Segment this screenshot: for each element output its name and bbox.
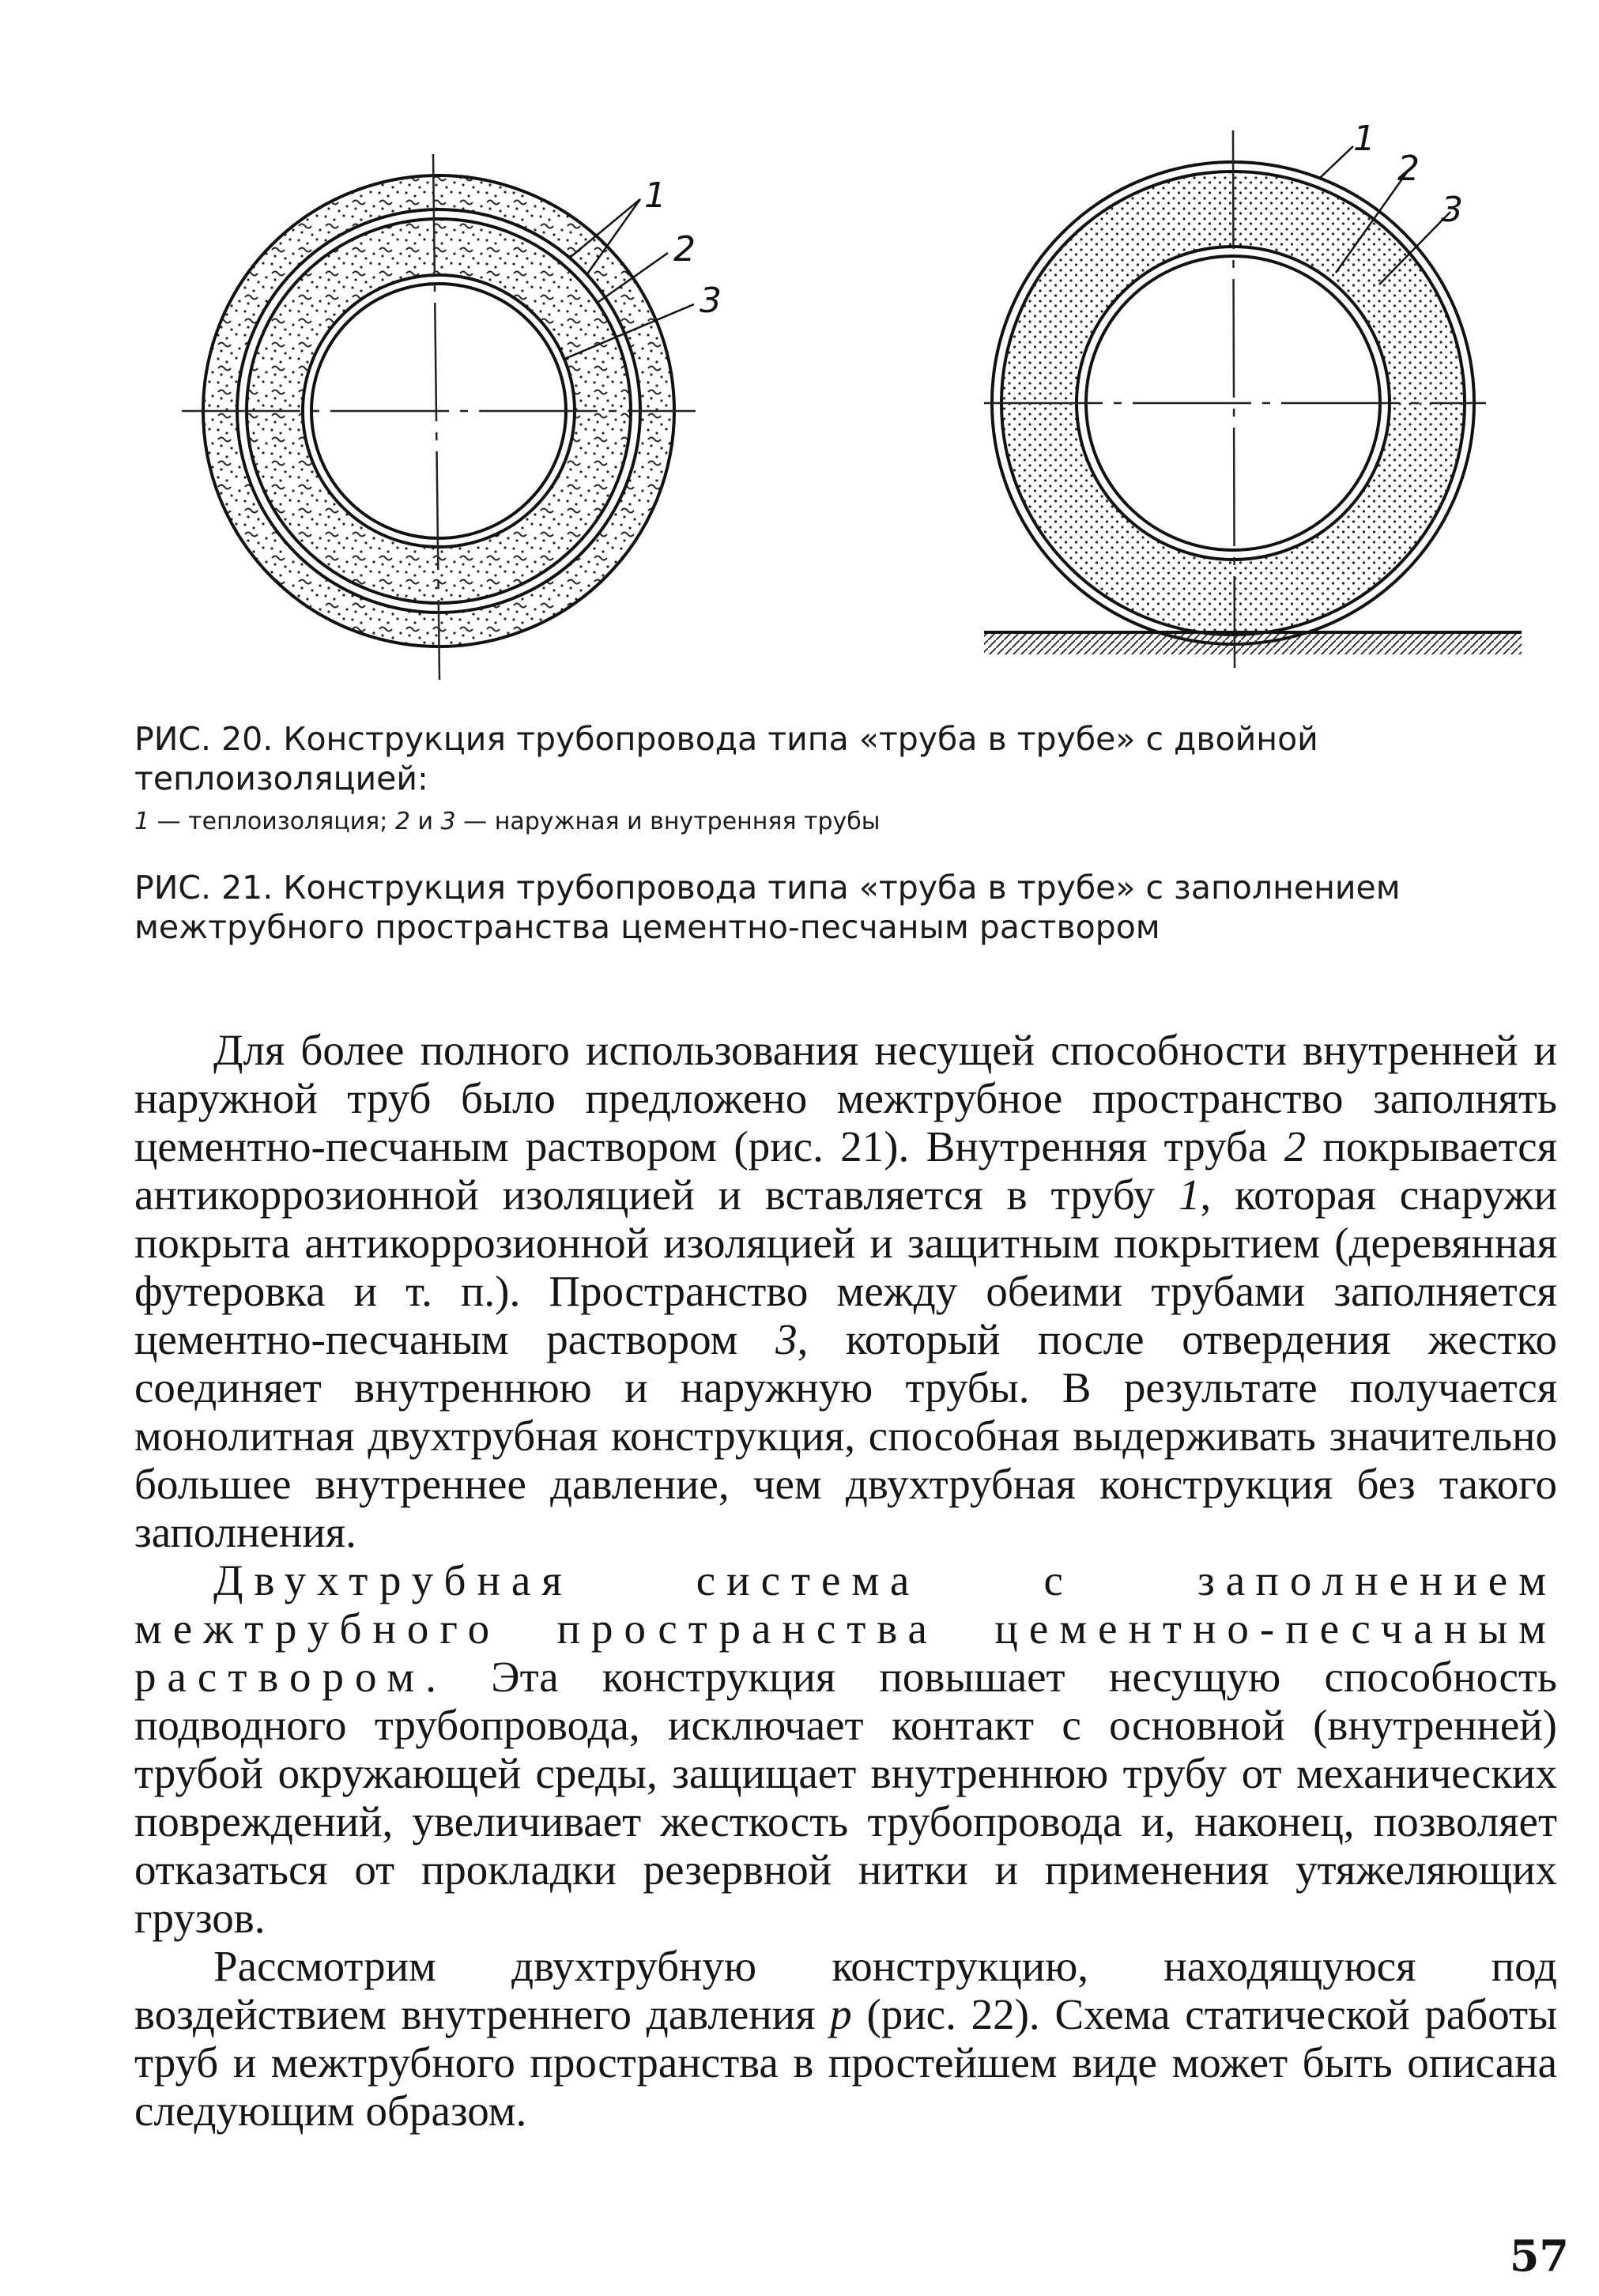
legend-text-2: и [409,808,441,835]
figure-21 [984,119,1522,668]
fig20-callout-2: 2 [673,229,696,270]
fig20-callout-1: 1 [644,175,666,216]
fig20-caption-text: Конструкция трубопровода типа «труба в трубе» с двойной теплоизоляцией: [134,720,1318,797]
p1-ref-1: 1 [1179,1171,1201,1219]
fig20-callout-3: 3 [700,281,722,321]
p1-text-b: покрывается антикоррозионной изоляцией и вставляется в трубу [134,1122,1557,1219]
paragraph-3 [134,1942,1557,2135]
figure-20-legend [134,806,1557,838]
p1-ref-3: 3 [775,1315,798,1363]
p1-text-c: , которая снаружи покрыта антикоррозионной изоляцией и защитным покрытием (деревянная футеровка и т. п.). Пространство между обеими трубами заполняется цементно-песчаным раствором [134,1171,1557,1363]
p1-text-d: , который после отвердения жестко соединяет внутреннюю и наружную трубы. В результате получается монолитная двухтрубная конструкция, способная выдерживать значительно большее внутреннее давление, чем двухтрубная конструкция без такого заполнения. [134,1315,1558,1556]
p2-spaced-heading: Двухтрубная система с заполнением межтрубного пространства цементно-песчаным раствором. [134,1556,1557,1701]
fig21-caption-text: Конструкция трубопровода типа «труба в трубе» с заполнением межтрубного пространства цементно-песчаным раствором [134,869,1401,946]
fig21-ground [984,632,1522,654]
legend-num-1: 1 [134,808,150,835]
legend-num-2: 2 [394,808,410,835]
page-number: 57 [1509,2230,1569,2281]
legend-text-1: — теплоизоляция; [149,808,395,835]
p1-ref-2: 2 [1284,1122,1307,1171]
p2-text: Эта конструкция повышает несущую способность подводного трубопровода, исключает контакт с основной (внутренней) трубой окружающей среды, защищает внутреннюю трубу от механических повреждений, увеличивает жесткость трубопровода и, наконец, позволяет отказаться от прокладки резервной нитки и применения утяжеляющих грузов. [134,1653,1557,1942]
p1-text-a: Для более полного использования несущей способности внутренней и наружной труб было предложено межтрубное пространство заполнять цементно-песчаным раствором (рис. 21). Внутренняя труба [134,1026,1557,1171]
fig21-callout-1: 1 [1353,119,1375,159]
figure-20-caption [134,719,1557,798]
figure-21-caption [134,868,1557,947]
figure-20 [182,154,722,680]
fig21-callout-3: 3 [1441,190,1463,230]
fig21-callout-2: 2 [1397,149,1420,189]
paragraph-2 [134,1556,1557,1942]
figures [0,0,1599,711]
legend-text-3: — наружная и внутренняя трубы [455,808,881,835]
paragraph-1 [134,1026,1557,1556]
legend-num-3: 3 [440,808,456,835]
body-text [134,1026,1557,2135]
fig20-label: РИС. 20. [134,720,273,758]
p3-text-b: (рис. 22). Схема статической работы труб и межтрубного пространства в простейшем виде может быть описана следующим образом. [134,1990,1557,2135]
p3-pressure-symbol: p [830,1990,852,2038]
p3-text-a: Рассмотрим двухтрубную конструкцию, находящуюся под воздействием внутреннего давления [134,1942,1557,2038]
fig21-label: РИС. 21. [134,869,273,907]
